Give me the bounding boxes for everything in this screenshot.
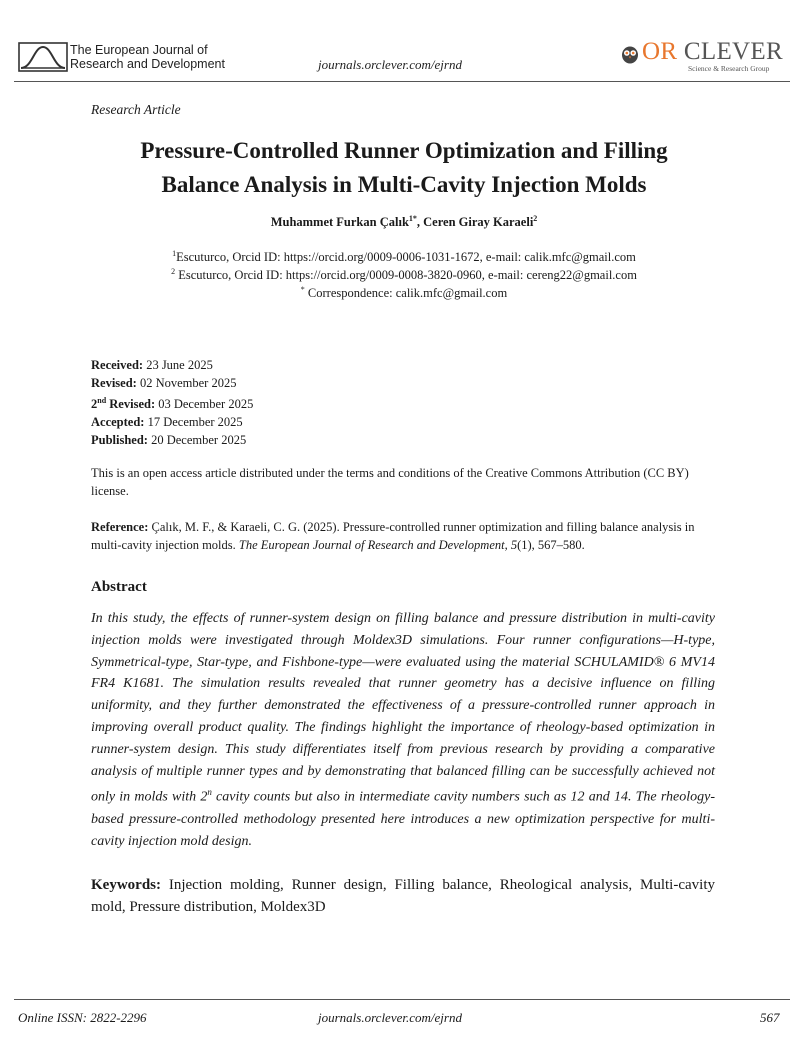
date-revised <box>91 374 253 392</box>
citation-reference <box>91 518 716 554</box>
bell-curve-icon <box>18 42 68 72</box>
keywords-text: Injection molding, Runner design, Filling balance, Rheological analysis, Multi-cavity mold, Pressure distribution, Moldex3D <box>91 877 715 915</box>
page-header <box>0 0 808 82</box>
header-journal-url[interactable]: journals.orclever.com/ejrnd <box>318 57 462 72</box>
reference-label: Reference: <box>91 520 149 534</box>
affiliation-1 <box>60 249 748 265</box>
reference-text: Çalık, M. F., & Karaeli, C. G. (2025). Pressure-controlled runner optimization and filling balance analysis in multi-cavity injection molds. <box>91 520 695 552</box>
date-received <box>91 356 253 374</box>
author-2-mark: 2 <box>533 214 538 223</box>
author-list <box>60 214 748 230</box>
keywords <box>91 875 715 918</box>
page-number: 567 <box>760 1010 780 1025</box>
abstract-part-1: In this study, the effects of runner-system design on filling balance and pressure distribution in multi-cavity injection molds were investigated through Moldex3D simulations. Four runner configurations—H-type, Symmetrical-type, Star-type, and Fishbone-type—were evaluated using the material SCHULAMID® 6 MV14 FR4 K1681. The simulation results revealed that runner geometry has a decisive influence on filling uniformity, and they further demonstrated the effectiveness of a pressure-controlled runner approach in improving overall product quality. The findings highlight the importance of rheology-based optimization in runner-system design. This study differentiates itself from previous research by providing a comparative analysis of multiple runner types and by demonstrating that balanced filling can be successfully achieved not only in molds with 2 <box>91 611 715 806</box>
abstract-superscript: n <box>207 787 212 798</box>
author-1: Muhammet Furkan Çalık <box>270 215 409 230</box>
orclever-logo <box>620 40 790 76</box>
affiliation-mark: 2 <box>171 267 176 276</box>
footer-journal-url[interactable]: journals.orclever.com/ejrnd <box>318 1010 462 1025</box>
affiliation-text: Escuturco, Orcid ID: https://orcid.org/0009-0006-1031-1672, e-mail: calik.mfc@gmail.com <box>176 250 636 265</box>
affiliation-mark: 1 <box>172 249 177 258</box>
author-2: Ceren Giray Karaeli <box>423 215 534 230</box>
affiliation-text: Correspondence: calik.mfc@gmail.com <box>304 286 508 301</box>
date-value: 20 December 2025 <box>147 433 247 448</box>
date-label: 2nd Revised: <box>91 396 156 412</box>
title-line-1: Pressure-Controlled Runner Optimization and Filling <box>140 138 668 163</box>
keywords-label: Keywords: <box>91 877 161 893</box>
article-dates <box>91 356 253 449</box>
abstract-text <box>91 608 715 852</box>
footer-divider <box>14 999 790 1000</box>
title-line-2: Balance Analysis in Multi-Cavity Injection Molds <box>161 172 647 197</box>
date-value: 17 December 2025 <box>144 415 243 430</box>
journal-name <box>70 43 225 71</box>
journal-name-line2: Research and Development <box>70 57 225 71</box>
affiliation-2 <box>60 267 748 283</box>
date-label: Published: <box>91 433 148 448</box>
affiliation-text: Escuturco, Orcid ID: https://orcid.org/0009-0008-3820-0960, e-mail: cereng22@gmail.com <box>175 268 637 283</box>
header-divider <box>14 81 790 82</box>
reference-journal: The European Journal of Research and Development, <box>238 538 508 552</box>
affiliation-mark: * <box>300 285 305 294</box>
date-value: 03 December 2025 <box>155 397 254 412</box>
brand-subtitle: Science & Research Group <box>688 64 770 73</box>
abstract-heading: Abstract <box>91 579 147 595</box>
author-1-mark: 1* <box>408 214 417 223</box>
brand-or: OR <box>642 38 678 65</box>
license-notice: This is an open access article distributed under the terms and conditions of the Creative Commons Attribution (CC BY) license. <box>91 466 689 498</box>
date-published <box>91 431 253 449</box>
owl-icon <box>620 44 640 64</box>
footer-issn: Online ISSN: 2822-2296 <box>18 1010 147 1025</box>
date-label: Revised: <box>91 376 137 390</box>
author-separator: , <box>416 215 424 230</box>
article-title <box>60 134 748 202</box>
correspondence <box>60 285 748 301</box>
reference-volume: 5 <box>507 538 518 552</box>
orclever-wordmark <box>642 38 783 66</box>
reference-pages: (1), 567–580. <box>517 538 585 552</box>
brand-clever: CLEVER <box>683 38 783 65</box>
article-type: Research Article <box>91 102 181 117</box>
date-label: Received: <box>91 358 144 372</box>
date-value: 23 June 2025 <box>143 358 213 372</box>
abstract-part-2: cavity counts but also in intermediate cavity numbers such as 12 and 14. The rheology-based pressure-controlled methodology presented here introduces a new optimization perspective for multi-cavity injection mold design. <box>91 790 716 849</box>
date-revised-2 <box>91 392 253 413</box>
date-label: Accepted: <box>91 415 145 430</box>
date-value: 02 November 2025 <box>136 376 237 390</box>
date-accepted <box>91 413 253 431</box>
journal-name-line1: The European Journal of <box>70 43 208 57</box>
